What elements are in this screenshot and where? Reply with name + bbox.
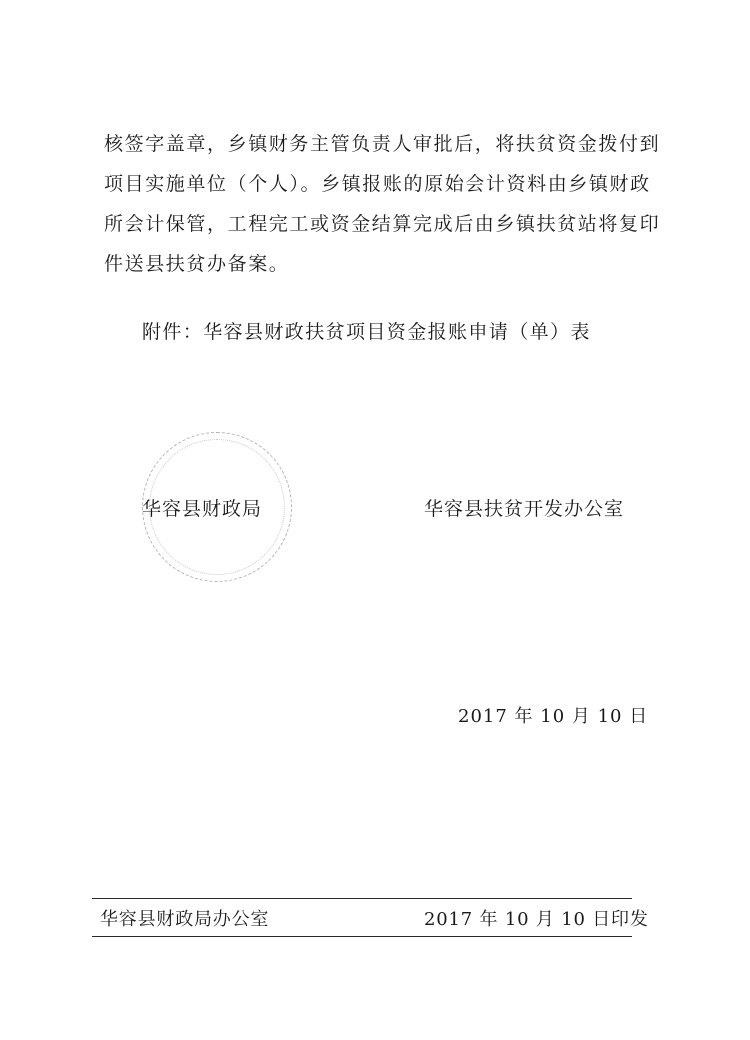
footer-bottom-rule [92, 936, 632, 937]
footer-top-rule [92, 898, 632, 899]
body-line-1: 核签字盖章，乡镇财务主管负责人审批后，将扶贫资金拨付到 [104, 133, 661, 155]
signatory-poverty-office: 华容县扶贫开发办公室 [424, 498, 625, 520]
body-line-2: 项目实施单位（个人）。乡镇报账的原始会计资料由乡镇财政 [104, 173, 651, 195]
attachment-note: 附件：华容县财政扶贫项目资金报账申请（单）表 [142, 321, 591, 343]
signature-date: 2017 年 10 月 10 日 [458, 706, 649, 727]
body-line-3: 所会计保管，工程完工或资金结算完成后由乡镇扶贫站将复印 [104, 213, 661, 235]
body-line-4: 件送县扶贫办备案。 [104, 253, 290, 275]
issuing-office: 华容县财政局办公室 [100, 909, 270, 930]
signatory-finance-bureau: 华容县财政局 [142, 498, 263, 520]
issue-date: 2017 年 10 月 10 日印发 [424, 909, 649, 930]
